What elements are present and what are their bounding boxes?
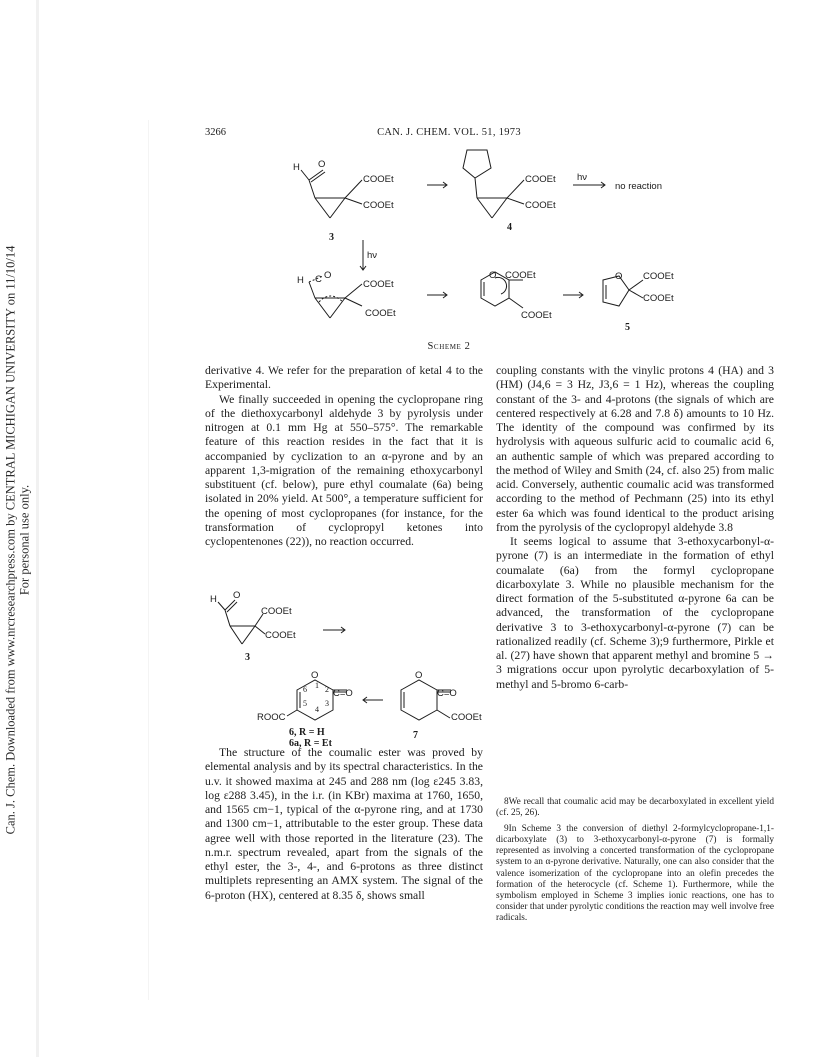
compound-6a-label: 6a, R = Et	[289, 738, 332, 748]
ring-number: 6	[303, 685, 307, 694]
compound-4-structure	[463, 150, 524, 218]
label-c: C	[315, 274, 322, 285]
label-cooet: COOEt	[365, 308, 396, 319]
page-fold	[148, 120, 149, 1000]
compound-5-number: 5	[625, 322, 630, 333]
footnote-9: 9In Scheme 3 the conversion of diethyl 2-formylcyclopropane-1,1-dicarboxylate (3) to 3-ethoxycarbonyl-α-pyrone (7) is formally represented as involving a concerted transformation of the cyclopropane system to an α-pyrone derivative. Naturally, one can also consider that the valence isomerization of the cyclopropane into an olefin precedes the formation of the heterocycle (cf. Scheme 1). Furthermore, while the symbolism employed in Scheme 3 implies ionic reactions, one has to consider that under pyrolytic conditions the reaction may well involve free radicals.	[496, 824, 774, 923]
compound-7-number: 7	[413, 730, 418, 741]
label-o: O	[318, 159, 326, 170]
label-rooc: ROOC	[257, 712, 286, 723]
footnote-8: 8We recall that coumalic acid may be decarboxylated in excellent yield (cf. 25, 26).	[496, 797, 774, 819]
label-cooet: COOEt	[643, 293, 674, 304]
compound-3-number: 3	[245, 652, 250, 663]
label-cooet: COOEt	[643, 271, 674, 282]
label-carbonyl: C=O	[333, 688, 353, 699]
label-o: O	[311, 670, 319, 681]
compound-3-structure	[301, 170, 362, 218]
ring-number: 1	[315, 681, 319, 690]
label-h: H	[297, 275, 304, 286]
label-carbonyl: C=O	[437, 688, 457, 699]
label-o: O	[324, 270, 332, 281]
label-h: H	[293, 162, 300, 173]
scheme-2-drawing	[205, 140, 693, 340]
label-cooet: COOEt	[363, 200, 394, 211]
label-o: O	[615, 271, 623, 282]
label-o: O	[489, 270, 497, 281]
scheme-3	[205, 588, 490, 748]
label-cooet: COOEt	[363, 279, 394, 290]
label-hv: hν	[577, 172, 588, 183]
footnotes	[496, 797, 774, 929]
scheme-2-caption: Scheme 2	[427, 341, 471, 352]
label-cooet: COOEt	[451, 712, 482, 723]
label-cooet: COOEt	[363, 174, 394, 185]
ring-number: 4	[315, 705, 319, 714]
paragraph: coupling constants with the vinylic protons 4 (HA) and 3 (HM) (J4,6 = 3 Hz, J3,6 = 1 Hz), whereas the coupling constant of the 3- and 4-protons (the signals of which are centered respectively at 6.28 and 7.8 δ) amounts to 10 Hz. The identity of the compound was confirmed by its hydrolysis with aqueous sulfuric acid to coumalic acid 6, an authentic sample of which was prepared according to the method of Wiley and Smith (24, cf. also 25) from malic acid. Conversely, authentic coumalic acid was transformed according to the method of Pechmann (25) into its ethyl ester 6a which was found identical to the product arising from the pyrolysis of the cyclopropyl aldehyde 3.8	[496, 364, 774, 534]
scheme-2	[205, 140, 693, 365]
right-column	[496, 364, 774, 692]
label-cooet: COOEt	[525, 200, 556, 211]
left-column-upper	[205, 364, 483, 549]
label-o: O	[415, 670, 423, 681]
download-notice-line1: Can. J. Chem. Downloaded from www.nrcresearchpress.com by CENTRAL MICHIGAN UNIVERSITY on 11/10/14	[3, 245, 18, 835]
paragraph: derivative 4. We refer for the preparation of ketal 4 to the Experimental.	[205, 364, 483, 392]
compound-5-structure	[603, 276, 643, 306]
journal-title: CAN. J. CHEM. VOL. 51, 1973	[377, 127, 521, 138]
label-hv: hν	[367, 250, 378, 261]
compound-3-structure	[218, 600, 265, 644]
label-cooet: COOEt	[261, 606, 292, 617]
left-column-lower	[205, 746, 483, 903]
label-no-reaction: no reaction	[615, 181, 663, 192]
download-notice	[2, 70, 32, 1010]
label-cooet: COOEt	[505, 270, 536, 281]
compound-3-number: 3	[329, 232, 334, 243]
compound-4-number: 4	[507, 222, 512, 233]
download-notice-line2: For personal use only.	[17, 484, 32, 596]
page-number: 3266	[205, 127, 226, 138]
label-cooet: COOEt	[265, 630, 296, 641]
ring-number: 2	[325, 685, 329, 694]
scan-edge	[36, 0, 39, 1057]
label-o: O	[233, 590, 241, 601]
footnote-rule	[496, 790, 774, 791]
paragraph: The structure of the coumalic ester was proved by elemental analysis and by its spectral characteristics. In the u.v. it showed maxima at 245 and 288 nm (log ε245 3.83, log ε288 3.45), in the i.r. (in KBr) maxima at 1760, 1650, and 1565 cm−1, typical of the α-pyrone ring, and at 1730 and 1300 cm−1, attributable to the ester group. These data agree well with those reported in the literature (23). The n.m.r. spectrum revealed, apart from the signals of the ethyl ester, the 3-, 4-, and 6-protons as three distinct multiplets representing an AMX system. The signal of the 6-proton (HX), centered at 8.35 δ, shows small	[205, 746, 483, 902]
ring-number: 3	[325, 699, 329, 708]
label-cooet: COOEt	[525, 174, 556, 185]
compound-6-label: 6, R = H	[289, 727, 325, 738]
label-h: H	[210, 594, 217, 605]
ring-number: 5	[303, 699, 307, 708]
scheme-3-drawing	[205, 588, 490, 748]
label-cooet: COOEt	[521, 310, 552, 321]
paragraph: We finally succeeded in opening the cyclopropane ring of the diethoxycarbonyl aldehyde 3 by pyrolysis under nitrogen at 0.1 mm Hg at 550–575°. The remarkable feature of this reaction resides in the fact that it is accompanied by cyclization to an α-pyrone and by an apparent 1,3-migration of the remaining ethoxycarbonyl substituent (cf. below), pure ethyl coumalate (6a) being isolated in 20% yield. At 500°, a temperature sufficient for the opening of most cyclopropanes (for instance, for the transformation of cyclopropyl ketones into cyclopentenones (22)), no reaction occurred.	[205, 392, 483, 548]
paragraph: It seems logical to assume that 3-ethoxycarbonyl-α-pyrone (7) is an intermediate in the formation of ethyl coumalate (6a) from the formyl cyclopropane dicarboxylate 3. While no plausible mechanism for the direct formation of the 5-substituted α-pyrone 6a can be advanced, the transformation of the cyclopropane derivative 3 to 3-ethoxycarbonyl-α-pyrone (7) can be rationalized readily (cf. Scheme 3);9 furthermore, Pirkle et al. (27) have shown that apparent methyl and bromine 5 → 3 migrations occur upon pyrolytic decarboxylation of 5-methyl and 5-bromo 6-carb-	[496, 535, 774, 691]
compound-7-structure	[401, 680, 451, 720]
